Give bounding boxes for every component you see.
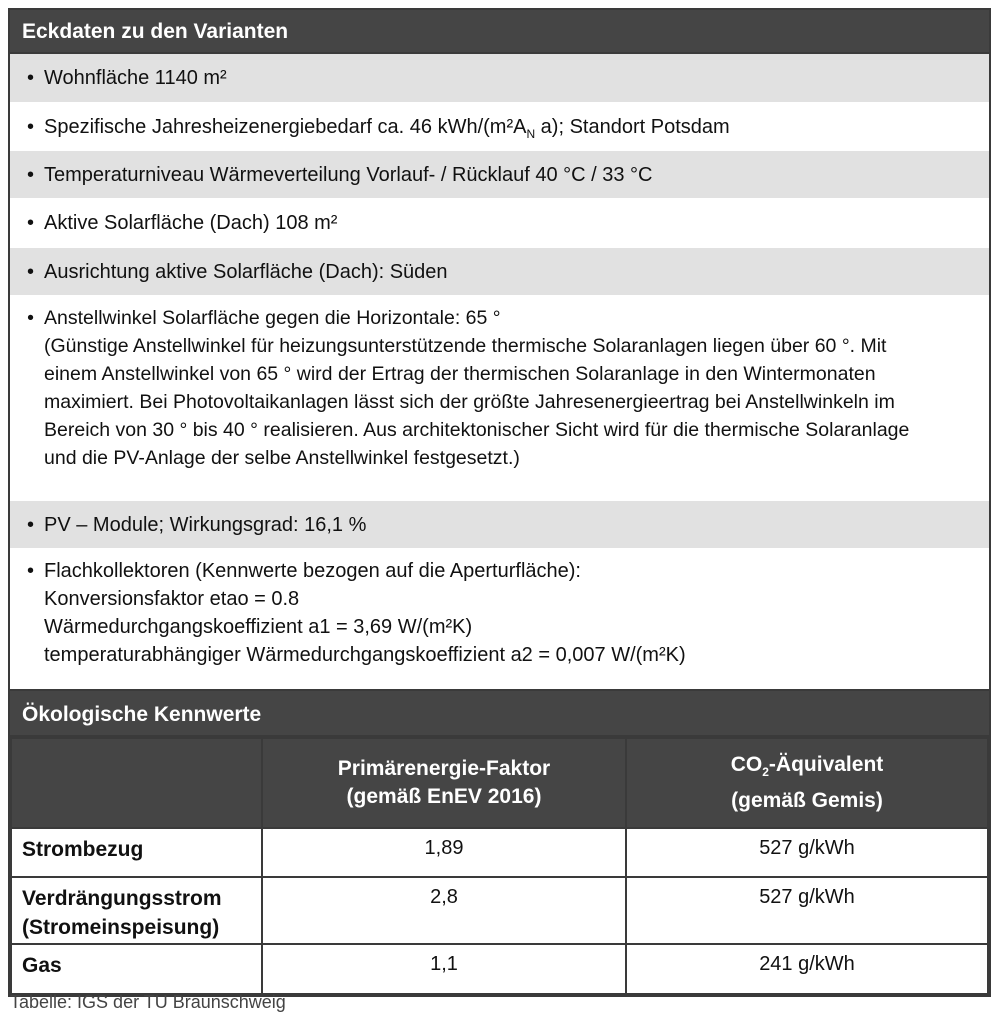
item-text: Aktive Solarfläche (Dach) 108 m² (44, 212, 338, 234)
list-item (10, 151, 989, 199)
table-row (11, 828, 988, 877)
data-table-frame (8, 8, 991, 997)
list-item (10, 248, 989, 296)
table-row (11, 944, 988, 994)
item-text: Flachkollektoren (Kennwerte bezogen auf die Aperturfläche): Konversionsfaktor etao = 0.8 Wärmedurchgangskoeffizient a1 = 3,69 W/(m²K) temperaturabhängiger Wärmedurchgangskoeffizient a2 = 0,007 W/(m²K) (44, 560, 686, 666)
bullet-icon: • (26, 164, 34, 186)
column-header-primaerenergie: Primärenergie-Faktor (gemäß EnEV 2016) (262, 738, 626, 828)
item-text: Wohnfläche 1140 m² (44, 67, 227, 89)
item-text: Ausrichtung aktive Solarfläche (Dach): Süden (44, 261, 448, 283)
column-header-co2: $CO_2$-Äquivalent (gemäß Gemis) (626, 738, 988, 828)
list-item (10, 549, 989, 689)
list-item (10, 296, 989, 501)
item-text: Temperaturniveau Wärmeverteilung Vorlauf- / Rücklauf 40 °C / 33 °C (44, 164, 653, 186)
bullet-icon: • (26, 116, 34, 138)
section-header-eckdaten: Eckdaten zu den Varianten (10, 10, 989, 54)
bullet-icon: • (26, 67, 34, 89)
list-item (10, 199, 989, 248)
bullet-icon: • (26, 560, 34, 582)
row-label: Gas (11, 944, 262, 994)
item-text: PV – Module; Wirkungsgrad: 16,1 % (44, 514, 367, 536)
bullet-icon: • (27, 307, 34, 329)
co2-cell: 527 g/kWh (626, 877, 988, 944)
table-header-row (11, 738, 988, 828)
factor-cell: 1,89 (262, 828, 626, 877)
bullet-icon: • (26, 514, 34, 536)
co2-cell: 527 g/kWh (626, 828, 988, 877)
bullet-icon: • (26, 261, 34, 283)
row-label: Verdrängungsstrom (Stromeinspeisung) (11, 877, 262, 944)
list-item (10, 501, 989, 549)
item-text: Spezifische Jahresheizenergiebedarf ca. 46 kWh/($m^2A_N$ a); Standort Potsdam (44, 116, 730, 141)
co2-cell: 241 g/kWh (626, 944, 988, 994)
factor-cell: 1,1 (262, 944, 626, 994)
list-item (10, 103, 989, 151)
factor-cell: 2,8 (262, 877, 626, 944)
item-text: Anstellwinkel Solarfläche gegen die Horizontale: 65 ° (Günstige Anstellwinkel für heizungsunterstützende thermische Solaranlagen liegen über 60 °. Mit einem Anstellwinkel von 65 ° wird der Ertrag der thermischen Solaranlage in den Wintermonaten maximiert. Bei Photovoltaikanlagen lässt sich der größte Jahresenergieertrag bei Anstellwinkeln im Bereich von 30 ° bis 40 ° realisieren. Aus architektonischer Sicht wird für die thermische Solaranlage und die PV-Anlage der selbe Anstellwinkel festgesetzt.) (44, 307, 910, 469)
table-row (11, 877, 988, 944)
table-header-blank (11, 738, 262, 828)
list-item (10, 54, 989, 103)
ecology-table (10, 737, 989, 995)
row-label: Strombezug (11, 828, 262, 877)
section-header-oekologische-kennwerte: Ökologische Kennwerte (10, 689, 989, 737)
bullet-icon: • (26, 212, 34, 234)
table-source-caption: Tabelle: IGS der TU Braunschweig (10, 992, 286, 1012)
